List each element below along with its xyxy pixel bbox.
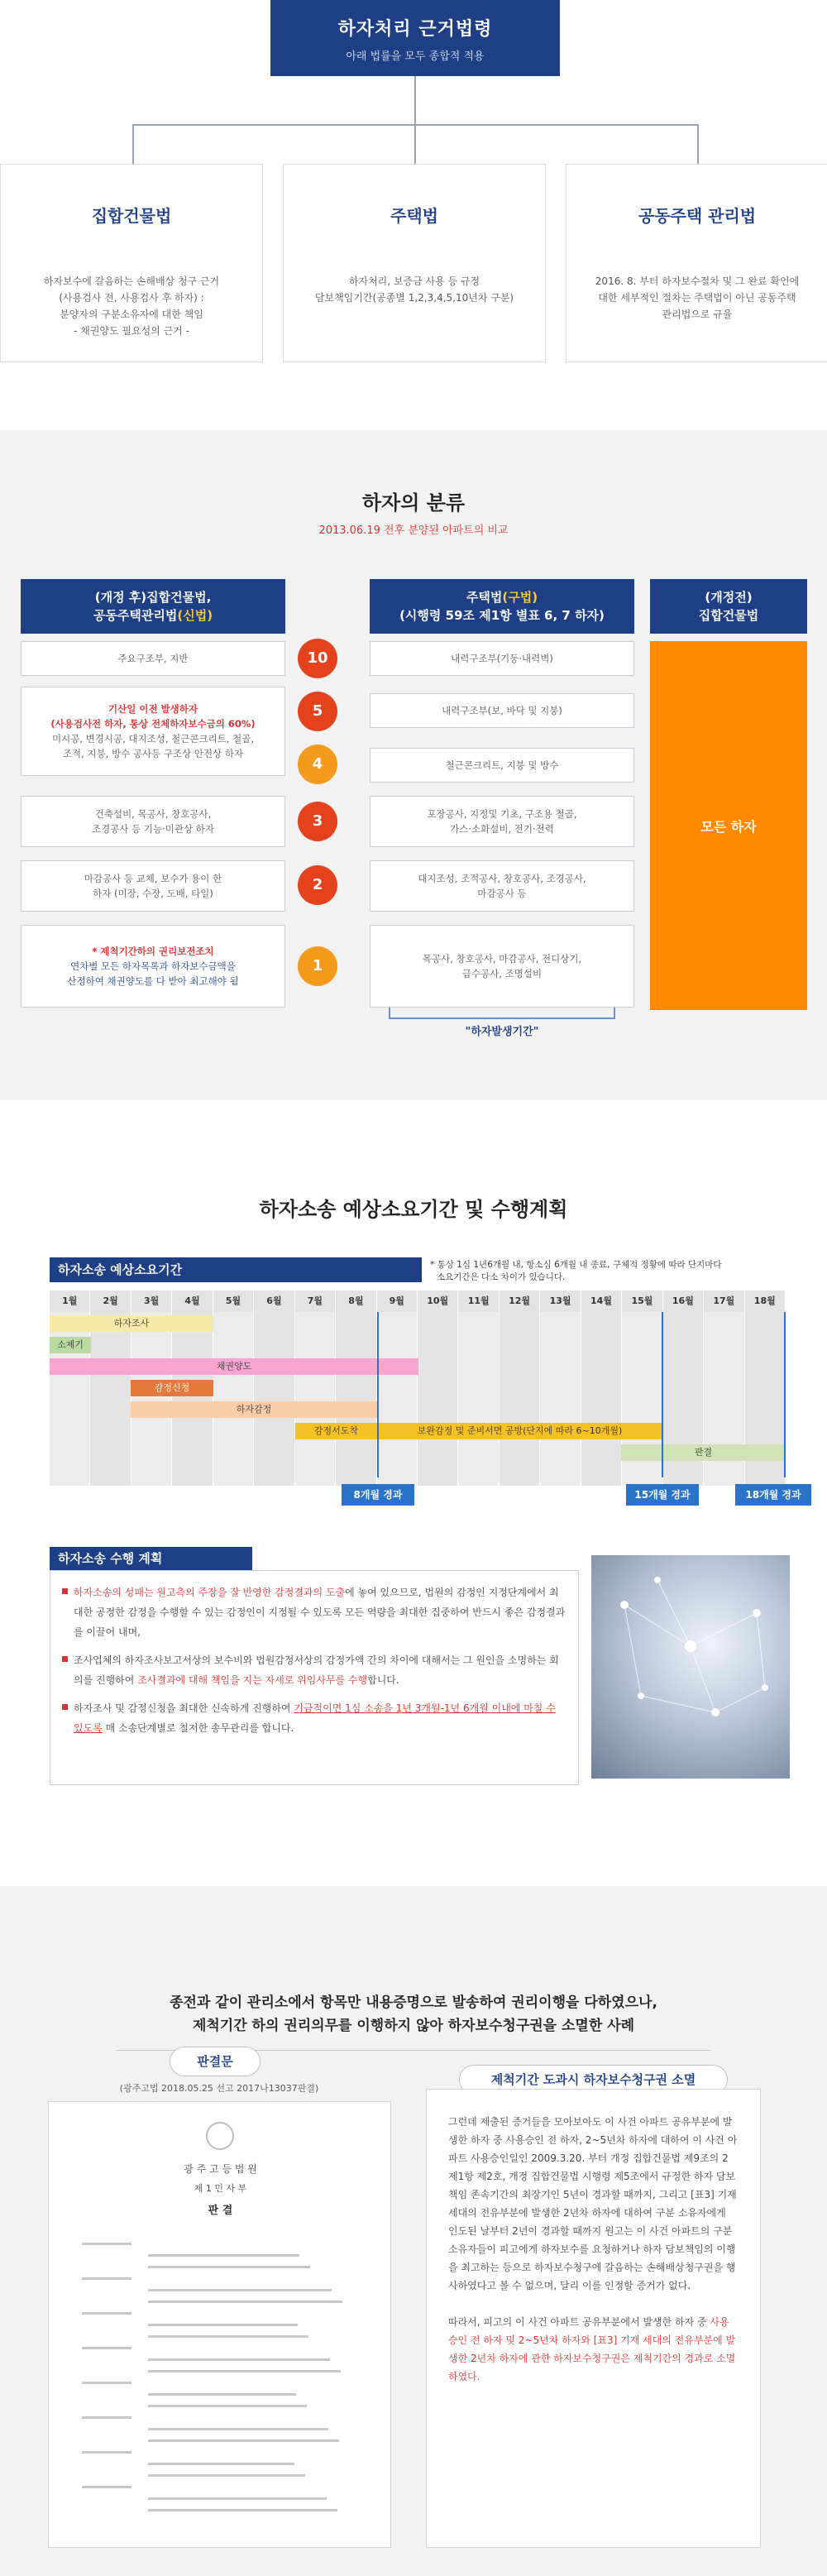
grid-column xyxy=(172,1312,213,1486)
plan-3-red: 기금적이면 1심 소송을 1년 3개월-1년 6개월 이내에 마칠 수 있도록 xyxy=(74,1702,556,1734)
doc-text-line xyxy=(148,2509,337,2511)
bullet-square xyxy=(62,1704,68,1710)
doc-text-line xyxy=(82,2277,131,2280)
law-card-building xyxy=(0,164,263,362)
law-line: 관리법으로 규율 xyxy=(662,309,733,320)
judgment-document xyxy=(48,2101,391,2548)
month-header: 7월 xyxy=(295,1290,336,1312)
bullet-square xyxy=(62,1588,68,1594)
box-line-red: (사용검사전 하자, 통상 전체하자보수금의 60%) xyxy=(50,718,256,730)
years-badge-1: 1 xyxy=(298,946,337,986)
extinction-pill: 제척기간 도과시 하자보수청구권 소멸 xyxy=(459,2065,728,2095)
milestone-8: 8개월 경과 xyxy=(342,1484,414,1506)
box-line-red: 기산일 이전 발생하자 xyxy=(108,703,198,715)
doc-text-line xyxy=(148,2358,330,2361)
col-head-text: 주택법 xyxy=(466,590,503,605)
box-line: 대지조성, 조적공사, 창호공사, 조경공사, xyxy=(418,873,586,884)
box-line: 하자 (미장, 수장, 도배, 타일) xyxy=(93,888,213,899)
month-header: 13월 xyxy=(540,1290,581,1312)
connector-right xyxy=(697,124,699,164)
left-box-5 xyxy=(21,687,285,776)
bar-supplement: 보완감정 및 준비서면 공방(단지에 따라 6~10개월) xyxy=(377,1423,662,1439)
month-header: 17월 xyxy=(704,1290,744,1312)
box-line: 조적, 지붕, 방수 공사등 구조상 안전상 하자 xyxy=(62,748,244,759)
doc-text-line xyxy=(148,2335,308,2338)
law-card-head: 공동주택 관리법 xyxy=(638,206,757,226)
doc-text-line xyxy=(82,2243,131,2245)
note-line: 소요기간은 다소 차이가 있습니다. xyxy=(437,1272,566,1282)
month-header: 11월 xyxy=(458,1290,499,1312)
right-box-2 xyxy=(370,860,634,912)
grid-column xyxy=(131,1312,172,1486)
box-line: 미시공, 변경시공, 대지조성, 철근콘크리트, 철골, xyxy=(52,733,254,745)
doc-text-line xyxy=(148,2405,307,2407)
law-line: 2016. 8. 부터 하자보수절차 및 그 완료 확인에 xyxy=(595,275,800,287)
box-line: 주요구조부, 지반 xyxy=(117,653,189,664)
p2-text: 따라서, 피고의 이 사건 아파트 공유부분에서 발생한 하자 중 xyxy=(448,2316,710,2328)
month-header: 8월 xyxy=(336,1290,376,1312)
box-line: 건축설비, 목공사, 창호공사, xyxy=(94,808,212,820)
schedule-title: 하자소송 예상소요기간 및 수행계획 xyxy=(259,1198,568,1221)
case-title-2: 제척기간 하의 권리의무를 이행하지 않아 하자보수청구권을 소멸한 사례 xyxy=(192,2018,635,2034)
month-header: 12월 xyxy=(500,1290,540,1312)
month-header: 1월 xyxy=(50,1290,90,1312)
col-head-line: (시행령 59조 제1항 별표 6, 7 하자) xyxy=(399,608,605,623)
occurrence-label: "하자발생기간" xyxy=(465,1026,539,1038)
classification-title: 하자의 분류 xyxy=(361,491,466,515)
years-badge-3: 3 xyxy=(298,802,337,841)
box-line: 목공사, 창호공사, 마감공사, 전디상기, xyxy=(422,953,582,965)
month-header: 9월 xyxy=(377,1290,418,1312)
bar-judgment: 판결 xyxy=(621,1444,786,1461)
box-line: 내력구조부(보, 바닥 및 지붕) xyxy=(442,705,562,716)
law-card-head: 주택법 xyxy=(390,206,438,226)
box-line-red: * 제척기간하의 권리보전조치 xyxy=(92,946,214,957)
doc-text-line xyxy=(82,2347,131,2349)
doc-text-line xyxy=(82,2312,131,2315)
milestone-line-15 xyxy=(662,1312,663,1477)
col-head-line xyxy=(21,606,285,625)
law-line: 분양자의 구분소유자에 대한 책임 xyxy=(60,309,203,320)
plan-3-b: 매 소송단계별로 철저한 송무관리를 합니다. xyxy=(102,1722,294,1734)
judgment-pill: 판결문 xyxy=(170,2047,261,2076)
month-header: 2월 xyxy=(90,1290,131,1312)
plan-item-2 xyxy=(62,1650,566,1690)
month-header: 6월 xyxy=(254,1290,294,1312)
network-graphic xyxy=(591,1555,790,1779)
court-seal-icon xyxy=(206,2122,234,2150)
connector-horizontal xyxy=(132,124,698,126)
right-box-3 xyxy=(370,796,634,847)
milestone-line-18 xyxy=(784,1312,786,1477)
doc-text-line xyxy=(148,2463,294,2465)
all-defects-label: 모든 하자 xyxy=(700,818,757,835)
box-line: 마감공사 등 xyxy=(477,888,527,899)
right-box-4 xyxy=(370,748,634,783)
years-badge-10: 10 xyxy=(298,639,337,678)
plan-1-rest: 에 놓여 있으므로, 법원의 감정인 지정단계에서 최대한 공정한 감정을 수행할 수 있는 감정인이 지정될 수 있도록 모든 역량을 최대한 집중하여 반드시 좋은 감정결과를 이끌어 내며, xyxy=(74,1587,566,1638)
basis-subtitle: 아래 법률을 모두 종합적 적용 xyxy=(346,50,485,63)
law-card-body xyxy=(16,273,247,339)
left-box-10 xyxy=(21,641,285,676)
grid-column xyxy=(500,1312,540,1486)
doc-text-line xyxy=(82,2416,131,2419)
doc-division: 제 1 민 사 부 xyxy=(194,2183,247,2194)
basis-title-box xyxy=(270,0,560,76)
doc-text-line xyxy=(148,2324,298,2326)
month-header: 10월 xyxy=(418,1290,458,1312)
bar-investigation: 하자조사 xyxy=(50,1315,213,1332)
network-hand-image xyxy=(591,1555,790,1779)
law-line: 하자보수에 갈음하는 손해배상 청구 근거 xyxy=(43,275,220,287)
col-head-old-law xyxy=(650,579,807,634)
bar-assignment: 채권양도 xyxy=(50,1358,418,1375)
grid-column xyxy=(295,1312,336,1486)
extinction-paragraph-2 xyxy=(448,2313,739,2386)
years-badge-4: 4 xyxy=(298,745,337,784)
plan-item-3 xyxy=(62,1698,566,1738)
col-head-highlight: (신법) xyxy=(177,608,213,623)
plan-3-a: 하자조사 및 감정신청을 최대한 신속하게 진행하여 xyxy=(74,1702,294,1714)
month-header: 5월 xyxy=(213,1290,254,1312)
law-card-body xyxy=(581,273,813,323)
right-box-5 xyxy=(370,693,634,728)
box-line-blue: 연차별 모든 하자목록과 하자보수금액을 xyxy=(70,960,236,972)
box-line: 마감공사 등 교체, 보수가 용이 한 xyxy=(84,873,222,884)
right-box-1 xyxy=(370,925,634,1008)
connector-left xyxy=(132,124,134,164)
doc-text-line xyxy=(148,2254,299,2257)
bar-appraisal-arrival: 감정서도착 xyxy=(295,1423,377,1439)
month-header: 3월 xyxy=(131,1290,172,1312)
grid-column xyxy=(377,1312,418,1486)
bar-appraisal: 하자감정 xyxy=(131,1401,377,1418)
box-line: 내력구조부(기둥·내력벽) xyxy=(451,653,553,664)
left-box-1 xyxy=(21,925,285,1008)
plan-item-1 xyxy=(62,1582,566,1642)
law-line: 대한 세부적인 절차는 주택법이 아닌 공동주택 xyxy=(598,292,796,304)
gantt-note xyxy=(430,1259,786,1284)
grid-column xyxy=(90,1312,131,1486)
note-line: * 통상 1심 1년6개월 내, 항소심 6개월 내 종료, 구체적 정황에 따라 단지마다 xyxy=(430,1260,722,1270)
plan-2-red: 조사결과에 대해 책임을 지는 자세로 위임사무를 수행 xyxy=(137,1674,368,1686)
grid-column xyxy=(540,1312,581,1486)
grid-column xyxy=(213,1312,254,1486)
month-header: 15월 xyxy=(622,1290,662,1312)
col-head-line: (개정 후)집합건물법, xyxy=(94,590,212,605)
law-card-housing xyxy=(283,164,546,362)
plan-2-a: 조사업체의 하자조사보고서상의 보수비와 법원감정서상의 감정가액 간의 차이에 대해서는 그 원인을 소명하는 회의를 진행하여 xyxy=(74,1654,559,1686)
col-head-new-law xyxy=(21,579,285,634)
law-line: (사용검사 전, 사용검사 후 하자) : xyxy=(59,292,204,304)
col-head-housing-law xyxy=(370,579,634,634)
law-line: 하자처리, 보증금 사용 등 규정 xyxy=(348,275,480,287)
grid-column xyxy=(581,1312,622,1486)
doc-text-line xyxy=(148,2266,310,2268)
all-defects-box xyxy=(650,641,807,1010)
col-head-line: (개정전) xyxy=(705,590,753,605)
doc-text-line xyxy=(148,2440,339,2442)
doc-text-line xyxy=(82,2451,131,2454)
grid-column xyxy=(458,1312,499,1486)
years-badge-5: 5 xyxy=(298,692,337,731)
doc-text-line xyxy=(82,2382,131,2384)
col-head-line xyxy=(370,588,634,606)
law-line: - 채권양도 필요성의 근거 - xyxy=(74,325,189,337)
doc-court: 광 주 고 등 법 원 xyxy=(184,2163,257,2175)
classification-subtitle: 2013.06.19 전후 분양된 아파트의 비교 xyxy=(318,524,509,537)
box-line: 철근콘크리트, 지붕 및 방수 xyxy=(445,759,559,771)
bar-appraisal-request: 감정신청 xyxy=(131,1380,213,1396)
box-line: 포장공사, 지정및 기초, 구조용 철골, xyxy=(427,808,577,820)
doc-text-line xyxy=(148,2497,327,2500)
col-head-text: 공동주택관리법 xyxy=(93,608,178,623)
left-box-2 xyxy=(21,860,285,912)
plan-title: 하자소송 수행 계획 xyxy=(50,1547,252,1570)
month-header: 16월 xyxy=(663,1290,704,1312)
col-head-line: 집합건물법 xyxy=(698,608,759,623)
milestone-18: 18개월 경과 xyxy=(735,1484,811,1506)
doc-text-line xyxy=(148,2393,296,2396)
doc-text-line xyxy=(82,2486,131,2488)
years-badge-2: 2 xyxy=(298,865,337,905)
bar-filing: 소제기 xyxy=(50,1337,91,1353)
period-bracket xyxy=(389,1008,615,1019)
box-line-blue: 산정하여 채권양도를 다 받아 최고해야 됨 xyxy=(67,975,239,987)
case-title-1: 종전과 같이 관리소에서 항목만 내용증명으로 발송하여 권리이행을 다하였으나, xyxy=(170,1994,657,2011)
doc-text-line xyxy=(148,2474,305,2477)
doc-text-line xyxy=(148,2370,341,2373)
extinction-text-box xyxy=(426,2089,761,2548)
month-header: 14월 xyxy=(581,1290,622,1312)
grid-column xyxy=(254,1312,294,1486)
plan-1-red: 하자소송의 성패는 원고측의 주장을 잘 반영한 감정결과의 도출 xyxy=(74,1587,346,1598)
p2-red: 사용승인 전 하자 및 2~5년차 하자와 [표3] 기재 세대의 전유부분에 발생한 2년차 하자에 관한 하자보수청구권은 제척기간의 경과로 소멸 하였다. xyxy=(448,2316,736,2382)
connector-vertical xyxy=(414,76,416,164)
extinction-paragraph-1: 그런데 제출된 증거들을 모아보아도 이 사건 아파트 공유부분에 발생한 하자 중 사용승인 전 하자, 2~5년차 하자에 대하여 이 사건 아파트 사용승인일인 2009.3.20. 부터 개정 집합건물법 제9조의 2 제1항 제2호, 개정 집합건물법 시행령 제5조에서 규정한 하자 담보책임 존속기간의 최장기인 5년이 경과할 때까지, 그리고 [표3] 기재 세대의 전유부분에 발생한 2년차 하자에 대하여 구분 소유자에게 인도된 날부터 2년이 경과할 때까지 원고는 이 사건 아파트의 구분소유자들이 피고에게 하자보수를 요청하거나 하자 담보책임의 이행을 최고하는 등으로 하자보수청구에 갈음하는 손해배상청구권을 행사하였다고 볼 수 없으며, 달리 이를 인정할 증거가 없다. xyxy=(448,2116,738,2291)
law-card-body xyxy=(299,273,530,306)
doc-text-line xyxy=(148,2289,332,2291)
box-line: 급수공사, 조명설비 xyxy=(461,968,543,979)
law-card-head: 집합건물법 xyxy=(91,206,172,226)
law-line: 담보책임기간(공종별 1,2,3,4,5,10년차 구분) xyxy=(314,292,514,304)
gantt-title: 하자소송 예상소요기간 xyxy=(50,1257,422,1282)
milestone-line-8 xyxy=(377,1312,379,1477)
doc-text-line xyxy=(148,2301,342,2303)
basis-title: 하자처리 근거법령 xyxy=(337,19,493,40)
doc-text-line xyxy=(148,2428,328,2430)
col-head-highlight: (구법) xyxy=(502,590,538,605)
law-card-apartment xyxy=(566,164,827,362)
judgment-citation: (광주고법 2018.05.25 선고 2017나13037판결) xyxy=(119,2083,319,2094)
left-box-3 xyxy=(21,796,285,847)
month-header: 18월 xyxy=(745,1290,786,1312)
right-box-10 xyxy=(370,641,634,676)
month-header: 4월 xyxy=(172,1290,213,1312)
box-line: 조경공사 등 기능·미관상 하자 xyxy=(92,823,214,835)
milestone-15: 15개월 경과 xyxy=(626,1484,699,1506)
bullet-square xyxy=(62,1656,68,1662)
grid-column xyxy=(418,1312,458,1486)
box-line: 가스·소화설비, 전기·전력 xyxy=(450,823,554,835)
grid-column xyxy=(336,1312,376,1486)
plan-box xyxy=(50,1570,579,1785)
plan-2-b: 합니다. xyxy=(367,1674,399,1686)
doc-type: 판 결 xyxy=(208,2205,233,2217)
